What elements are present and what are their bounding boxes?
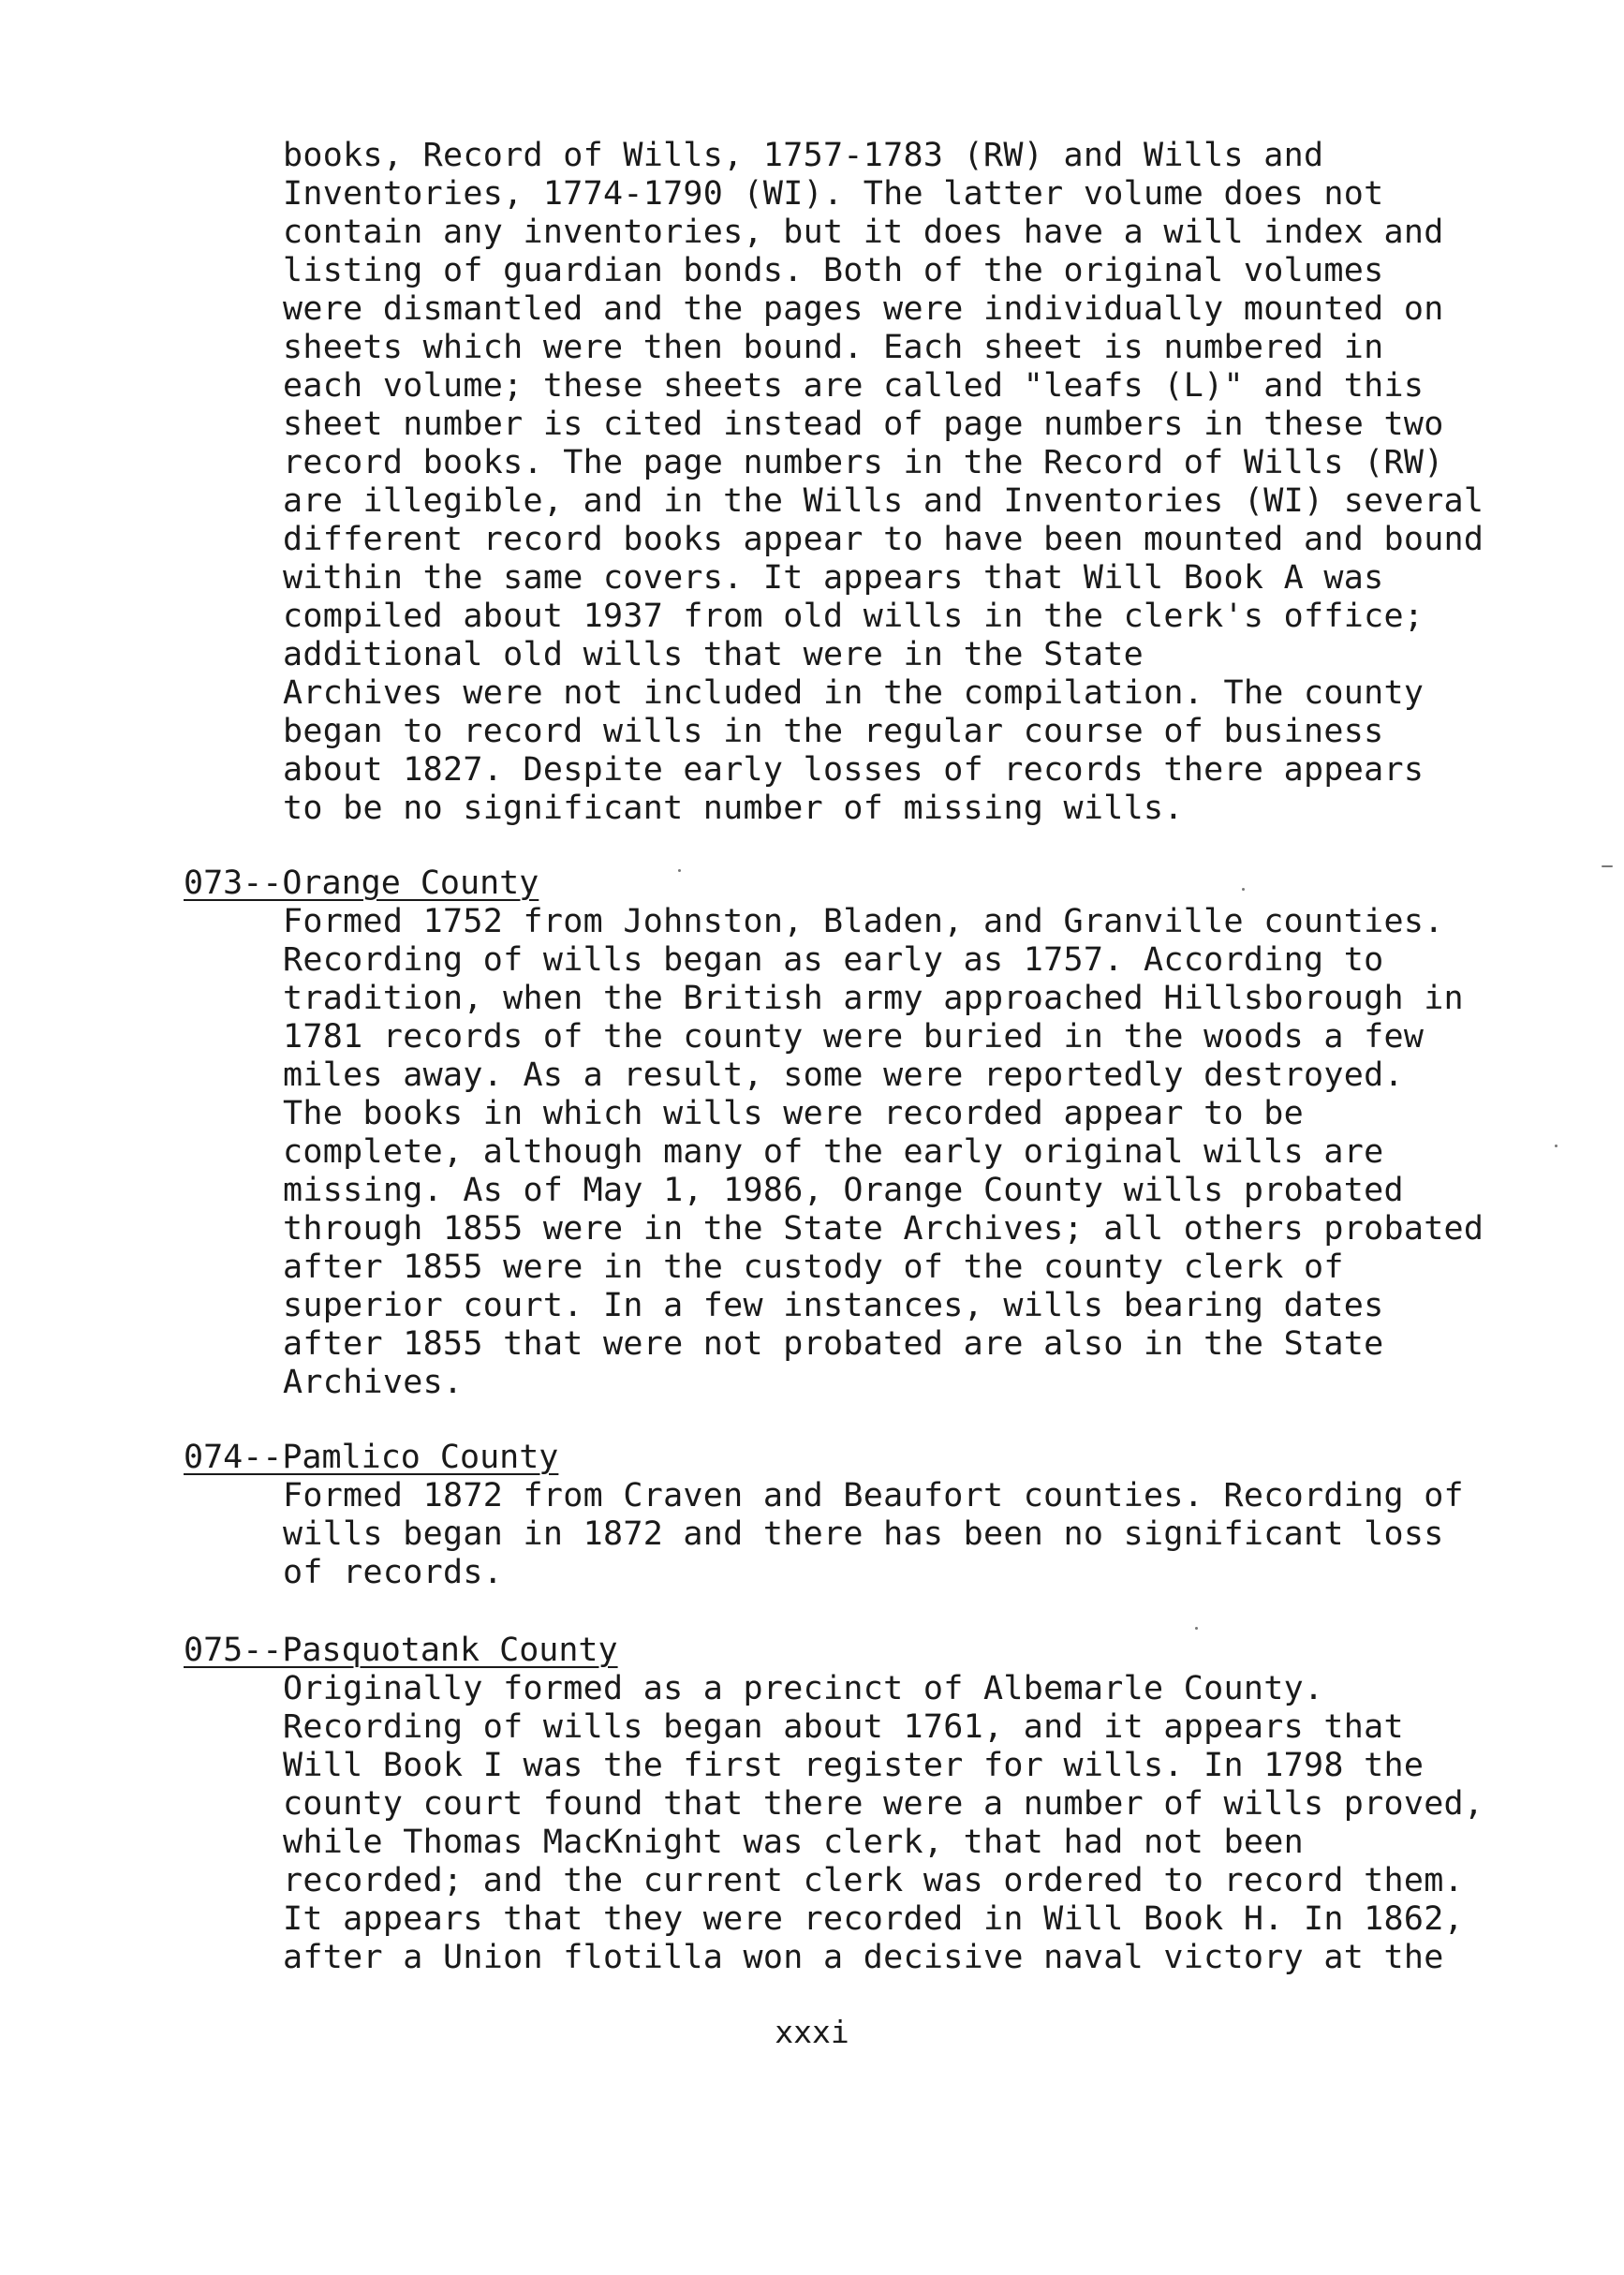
scan-speck [1602, 865, 1613, 867]
section-heading-orange-county: 073--Orange County [184, 864, 539, 902]
section-line: after a Union flotilla won a decisive naval victory at the [283, 1939, 1444, 1976]
section-line: Originally formed as a precinct of Albemarle County. [283, 1670, 1324, 1707]
section-line: complete, although many of the early original wills are [283, 1133, 1384, 1171]
section-line: It appears that they were recorded in Will Book H. In 1862, [283, 1900, 1464, 1938]
intro-line: compiled about 1937 from old wills in the clerk's office; [283, 598, 1425, 635]
section-line: after 1855 were in the custody of the county clerk of [283, 1248, 1344, 1286]
intro-line: different record books appear to have been mounted and bound [283, 521, 1484, 558]
section-line: Recording of wills began as early as 1757. According to [283, 941, 1384, 979]
intro-line: Inventories, 1774-1790 (WI). The latter volume does not [283, 175, 1384, 213]
intro-line: Archives were not included in the compilation. The county [283, 674, 1425, 712]
section-line: Will Book I was the first register for wills. In 1798 the [283, 1747, 1425, 1784]
section-body-pamlico-county [283, 1477, 1538, 1592]
section-line: wills began in 1872 and there has been no significant loss [283, 1515, 1444, 1553]
intro-line: began to record wills in the regular course of business [283, 713, 1384, 750]
section-heading-pamlico-county: 074--Pamlico County [184, 1439, 559, 1476]
section-line: of records. [283, 1554, 504, 1591]
scan-speck [678, 869, 681, 872]
intro-paragraph [283, 137, 1538, 828]
intro-line: are illegible, and in the Wills and Inventories (WI) several [283, 482, 1484, 520]
intro-line: each volume; these sheets are called "leafs (L)" and this [283, 367, 1425, 405]
section-heading-pasquotank-county: 075--Pasquotank County [184, 1632, 618, 1669]
section-line: miles away. As a result, some were reportedly destroyed. [283, 1056, 1404, 1094]
page-number: xxxi [775, 2014, 849, 2050]
scan-speck [1555, 1145, 1558, 1147]
section-line: missing. As of May 1, 1986, Orange County wills probated [283, 1172, 1404, 1209]
section-line: Archives. [283, 1364, 464, 1401]
section-line: through 1855 were in the State Archives; all others probated [283, 1210, 1484, 1248]
intro-line: to be no significant number of missing wills. [283, 790, 1184, 827]
section-line: Formed 1872 from Craven and Beaufort counties. Recording of [283, 1477, 1464, 1514]
intro-line: books, Record of Wills, 1757-1783 (RW) and Wills and [283, 137, 1324, 174]
intro-line: record books. The page numbers in the Record of Wills (RW) [283, 444, 1444, 481]
section-line: tradition, when the British army approached Hillsborough in [283, 980, 1464, 1017]
intro-line: contain any inventories, but it does have a will index and [283, 214, 1444, 251]
intro-line: sheets which were then bound. Each sheet is numbered in [283, 329, 1384, 366]
intro-line: were dismantled and the pages were individually mounted on [283, 290, 1444, 328]
section-line: Formed 1752 from Johnston, Bladen, and Granville counties. [283, 903, 1444, 940]
section-line: recorded; and the current clerk was ordered to record them. [283, 1862, 1464, 1899]
scan-speck [1195, 1627, 1198, 1630]
intro-line: additional old wills that were in the State [283, 636, 1144, 673]
intro-line: sheet number is cited instead of page numbers in these two [283, 406, 1444, 443]
section-line: while Thomas MacKnight was clerk, that had not been [283, 1824, 1304, 1861]
intro-line: within the same covers. It appears that Will Book A was [283, 559, 1384, 597]
section-line: Recording of wills began about 1761, and it appears that [283, 1708, 1404, 1746]
scan-speck [1242, 888, 1245, 891]
section-body-orange-county [283, 903, 1538, 1402]
section-line: county court found that there were a number of wills proved, [283, 1785, 1484, 1823]
section-line: superior court. In a few instances, wills bearing dates [283, 1287, 1384, 1324]
section-line: after 1855 that were not probated are also in the State [283, 1325, 1384, 1363]
section-body-pasquotank-county [283, 1670, 1538, 1977]
intro-line: listing of guardian bonds. Both of the original volumes [283, 252, 1384, 289]
section-line: 1781 records of the county were buried in the woods a few [283, 1018, 1425, 1056]
section-line: The books in which wills were recorded appear to be [283, 1095, 1304, 1132]
intro-line: about 1827. Despite early losses of records there appears [283, 751, 1425, 789]
